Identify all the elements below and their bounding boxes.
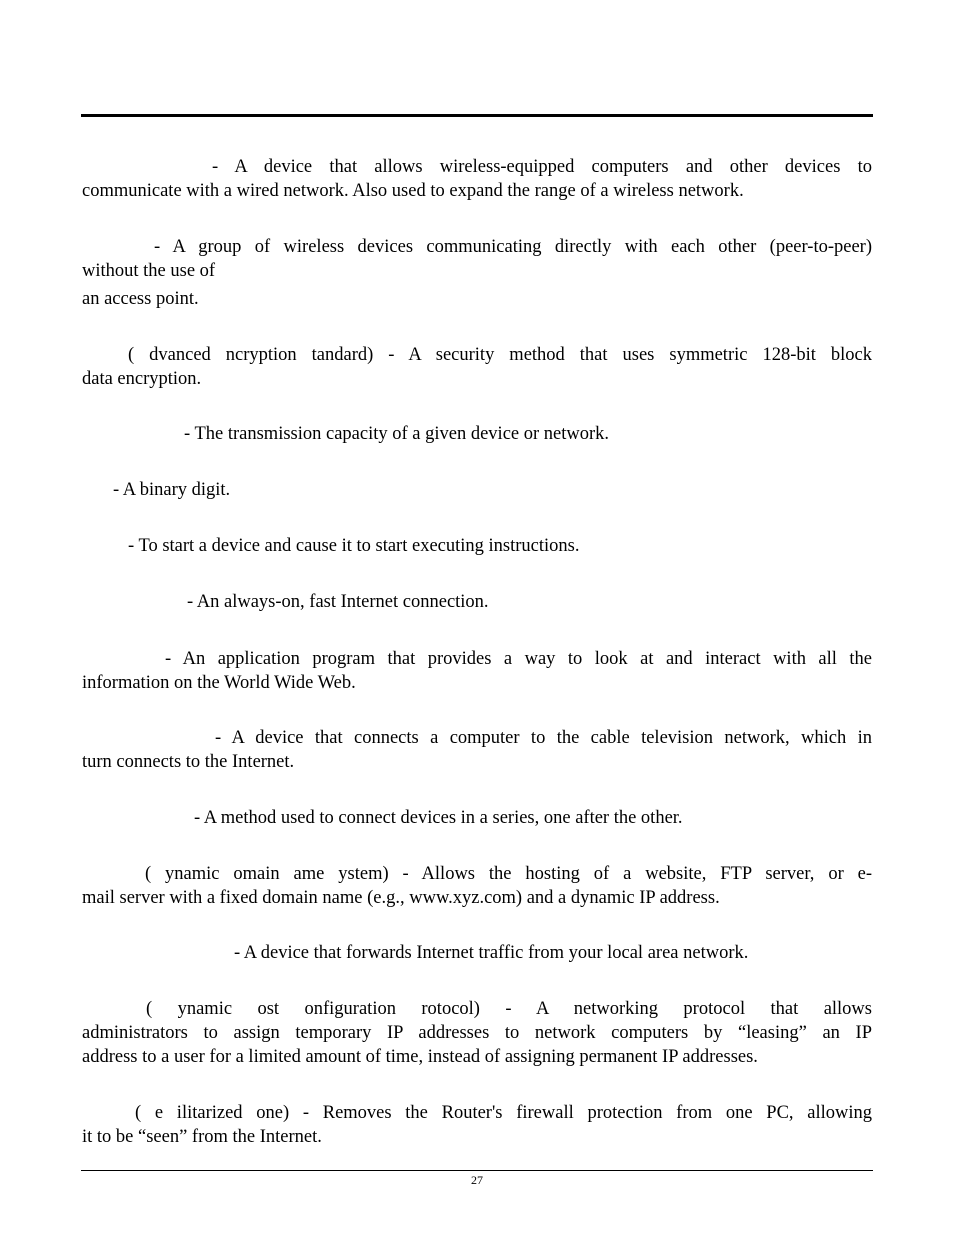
page-number: 27 (471, 1173, 483, 1187)
glossary-entry-cable-modem (82, 726, 872, 774)
entry-line: - A group of wireless devices communicating directly with each other (peer-to-peer) (154, 237, 872, 257)
glossary-entry-dmz (82, 1101, 872, 1149)
entry-line: it to be “seen” from the Internet. (82, 1127, 322, 1147)
header-rule (81, 114, 873, 117)
footer-rule (81, 1170, 873, 1171)
entry-line: - A device that allows wireless-equipped computers and other devices to (212, 157, 872, 177)
entry-line: ( dvanced ncryption tandard) - A security method that uses symmetric 128-bit block (128, 345, 872, 365)
entry-line: - A binary digit. (113, 480, 231, 500)
entry-line: address to a user for a limited amount of time, instead of assigning permanent IP addresses. (82, 1047, 758, 1067)
entry-line: communicate with a wired network. Also used to expand the range of a wireless network. (82, 181, 744, 201)
glossary-entry-aes (82, 343, 872, 391)
glossary-entry-dhcp (82, 997, 872, 1069)
glossary-entry-ddns (82, 862, 872, 910)
glossary-entry-ad-hoc (82, 235, 872, 311)
entry-line: - A device that forwards Internet traffic from your local area network. (234, 943, 749, 963)
entry-line: ( ynamic omain ame ystem) - Allows the hosting of a website, FTP server, or e- (145, 864, 872, 884)
glossary-entry-browser (82, 647, 872, 695)
entry-line: - To start a device and cause it to start executing instructions. (128, 536, 580, 556)
entry-line: - A device that connects a computer to the cable television network, which in (215, 728, 872, 748)
entry-line: - An application program that provides a way to look at and interact with all the (165, 649, 872, 669)
entry-line: mail server with a fixed domain name (e.g., www.xyz.com) and a dynamic IP address. (82, 888, 720, 908)
entry-line: without the use of (82, 261, 216, 281)
entry-line: information on the World Wide Web. (82, 673, 356, 693)
entry-line: data encryption. (82, 369, 202, 389)
entry-line: an access point. (82, 289, 199, 309)
glossary-entry-boot (82, 534, 872, 558)
entry-line: - The transmission capacity of a given device or network. (184, 424, 610, 444)
entry-line: - A method used to connect devices in a series, one after the other. (194, 808, 683, 828)
entry-line: administrators to assign temporary IP addresses to network computers by “leasing” an IP (82, 1023, 872, 1043)
glossary-entry-bandwidth (82, 422, 872, 446)
entry-line: ( ynamic ost onfiguration rotocol) - A networking protocol that allows (146, 999, 872, 1019)
entry-line: turn connects to the Internet. (82, 752, 295, 772)
glossary-entry-access-point (82, 155, 872, 203)
glossary-entry-default-gateway (82, 941, 872, 965)
entry-line: ( e ilitarized one) - Removes the Router's firewall protection from one PC, allowing (135, 1103, 872, 1123)
entry-line: - An always-on, fast Internet connection. (187, 592, 489, 612)
glossary-entry-bit (82, 478, 872, 502)
glossary-entry-broadband (82, 590, 872, 614)
glossary-entry-daisy-chain (82, 806, 872, 830)
